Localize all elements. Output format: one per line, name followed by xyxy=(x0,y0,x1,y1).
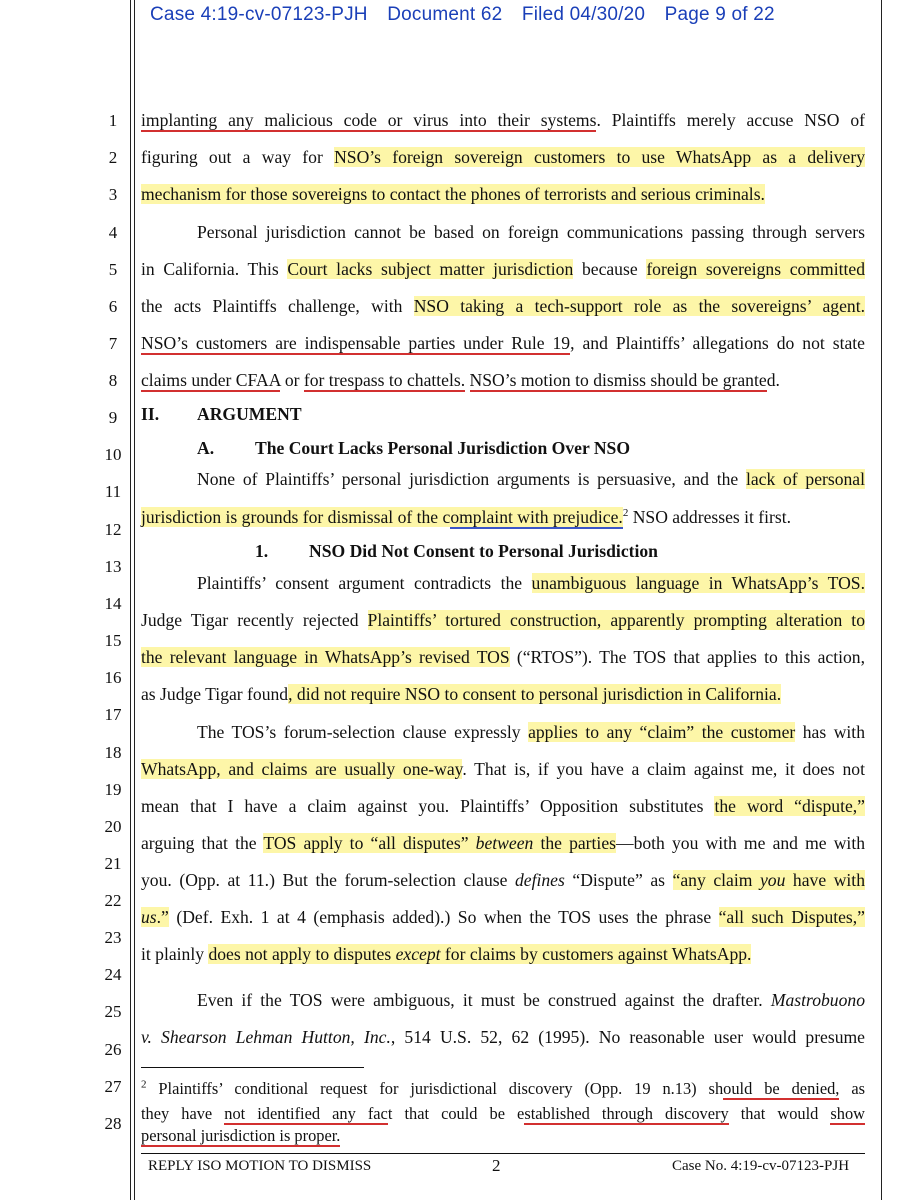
text-span: , 514 U.S. 52, 62 (1995). No reasonable user would presume xyxy=(390,1027,865,1047)
heading-number: A. xyxy=(197,438,215,458)
text-line-15 xyxy=(141,608,865,632)
underlined-text: implanting any malicious code or virus into their systems xyxy=(141,110,597,130)
text-span: arguing that the xyxy=(141,833,264,853)
line-number: 1 xyxy=(108,111,118,130)
highlighted-text: foreign sovereigns committed xyxy=(646,259,865,279)
footnote-rule xyxy=(141,1067,364,1068)
underlined-text: NSO’s customers are indispensable parties under Rule 19 xyxy=(141,333,571,353)
underlined-text: personal jurisdiction is proper. xyxy=(141,1126,341,1145)
line-number: 6 xyxy=(108,297,118,316)
footer-page-number: 2 xyxy=(492,1156,501,1175)
highlighted-text: mechanism for those sovereigns to contact the phones of terrorists and serious criminals. xyxy=(141,184,765,204)
underlined-text: claims under CFAA xyxy=(141,370,281,390)
left-margin-rule-inner xyxy=(134,0,135,1200)
highlighted-text: lack of personal xyxy=(745,469,866,489)
underlined-text: ould be denied, xyxy=(723,1079,840,1098)
text-span: (“RTOS”). The TOS that applies to this action, xyxy=(509,647,865,667)
highlighted-text: TOS apply to “all disputes” xyxy=(263,833,476,853)
line-number: 14 xyxy=(104,594,122,613)
text-line-1 xyxy=(141,108,865,132)
text-span: (Def. Exh. 1 at 4 (emphasis added).) So when the TOS uses the phrase xyxy=(168,907,719,927)
line-number: 12 xyxy=(104,520,122,539)
text-line-3 xyxy=(141,182,865,206)
highlighted-italic-text: except xyxy=(395,944,441,964)
italic-text: defines xyxy=(515,870,565,890)
text-span: that would xyxy=(728,1104,831,1123)
line-number: 28 xyxy=(104,1114,122,1133)
footnote-ref: 2 xyxy=(622,507,629,520)
text-span: . That is, if you have a claim against me, it does not xyxy=(462,759,865,779)
underlined-text: stablished through discovery xyxy=(524,1104,729,1123)
text-span: it plainly xyxy=(141,944,209,964)
text-span: Even if the TOS were ambiguous, it must be construed against the drafter. xyxy=(197,990,771,1010)
text-span: they have xyxy=(141,1104,225,1123)
highlighted-italic-text: you xyxy=(759,870,786,890)
text-span: , and Plaintiffs’ allegations do not state xyxy=(570,333,865,353)
line-number: 22 xyxy=(104,891,122,910)
highlighted-text: NSO taking a tech-support role as the sovereigns’ agent. xyxy=(413,296,865,316)
highlighted-text: for claims by customers against WhatsApp. xyxy=(440,944,752,964)
footer-title: REPLY ISO MOTION TO DISMISS xyxy=(148,1158,372,1174)
highlighted-italic-text: between xyxy=(475,833,534,853)
text-span: Plaintiffs’ consent argument contradicts the xyxy=(197,573,532,593)
line-number: 20 xyxy=(104,817,122,836)
highlighted-text: applies to any “claim” the customer xyxy=(528,722,796,742)
text-line-22 xyxy=(141,868,865,892)
line-number: 10 xyxy=(104,445,122,464)
text-line-21 xyxy=(141,831,865,855)
highlighted-text: Court lacks subject matter jurisdiction xyxy=(287,259,574,279)
highlighted-text: the word “dispute,” xyxy=(714,796,865,816)
text-line-14 xyxy=(141,571,865,595)
footnote-number: 2 xyxy=(141,1078,147,1091)
text-span: t that could be e xyxy=(387,1104,525,1123)
italic-text: Mastrobuono xyxy=(770,990,865,1010)
text-line-16 xyxy=(141,645,865,669)
text-span: figuring out a way for xyxy=(141,147,335,167)
line-number: 18 xyxy=(104,743,122,762)
underlined-text: NSO’s motion to dismiss should be grante xyxy=(469,370,767,390)
text-span: d. xyxy=(766,370,780,390)
line-number: 23 xyxy=(104,928,122,947)
line-number: 2 xyxy=(108,148,118,167)
highlighted-text: WhatsApp, and claims are usually one-way xyxy=(141,759,463,779)
text-span: mean that I have a claim against you. Plaintiffs’ Opposition substitutes xyxy=(141,796,715,816)
line-number: 13 xyxy=(104,557,122,576)
line-number: 17 xyxy=(104,705,122,724)
footnote-line-2 xyxy=(141,1104,865,1124)
text-span: as Judge Tigar found xyxy=(141,684,289,704)
text-line-23 xyxy=(141,905,865,929)
text-line-12 xyxy=(141,505,865,529)
highlighted-text: unambiguous language in WhatsApp’s TOS. xyxy=(531,573,865,593)
header-case: Case 4:19-cv-07123-PJH xyxy=(150,4,368,25)
line-number: 19 xyxy=(104,780,122,799)
line-number: 8 xyxy=(108,371,118,390)
text-span xyxy=(465,370,469,390)
italic-text: v. Shearson Lehman Hutton, Inc. xyxy=(141,1027,391,1047)
text-span: the acts Plaintiffs challenge, with xyxy=(141,296,414,316)
text-line-18 xyxy=(141,720,865,744)
left-margin-rule xyxy=(130,0,131,1200)
highlighted-text: jurisdiction is grounds for dismissal of the c xyxy=(141,507,451,527)
highlighted-text: Plaintiffs’ tortured construction, apparently prompting alteration to xyxy=(367,610,865,630)
heading-text: The Court Lacks Personal Jurisdiction Over NSO xyxy=(255,438,631,458)
section-heading-1 xyxy=(141,539,919,563)
text-span: because xyxy=(573,259,647,279)
footer-case-number: Case No. 4:19-cv-07123-PJH xyxy=(672,1158,850,1174)
highlighted-text: the parties xyxy=(533,833,616,853)
highlighted-italic-text: us xyxy=(141,907,157,927)
heading-number: 1. xyxy=(255,541,269,561)
text-line-2 xyxy=(141,145,865,169)
footer-rule xyxy=(141,1153,865,1154)
heading-number: II. xyxy=(141,404,160,424)
highlighted-text: , did not require NSO to consent to personal jurisdiction in California. xyxy=(288,684,782,704)
line-number: 24 xyxy=(104,965,122,984)
text-span: —both you with me and me with xyxy=(615,833,866,853)
text-line-17 xyxy=(141,682,865,706)
text-span: The TOS’s forum-selection clause expressly xyxy=(197,722,529,742)
underlined-text: for trespass to chattels. xyxy=(303,370,466,390)
ecf-header xyxy=(150,4,789,26)
highlighted-text: does not apply to disputes xyxy=(208,944,396,964)
line-number: 5 xyxy=(108,260,118,279)
text-span: “Dispute” as xyxy=(564,870,673,890)
right-margin-rule xyxy=(881,0,882,1200)
highlighted-text: NSO’s foreign sovereign customers to use WhatsApp as a delivery xyxy=(334,147,866,167)
text-line-20 xyxy=(141,794,865,818)
highlighted-text: the relevant language in WhatsApp’s revised TOS xyxy=(141,647,510,667)
text-line-26 xyxy=(141,1025,865,1049)
line-number: 25 xyxy=(104,1002,122,1021)
heading-text: NSO Did Not Consent to Personal Jurisdiction xyxy=(309,541,658,561)
text-span: as xyxy=(839,1079,865,1098)
line-number: 27 xyxy=(104,1077,122,1096)
line-number: 21 xyxy=(104,854,122,873)
line-number: 4 xyxy=(108,223,118,242)
heading-text: ARGUMENT xyxy=(197,404,302,424)
text-span: None of Plaintiffs’ personal jurisdiction arguments is persuasive, and the xyxy=(197,469,746,489)
text-line-11 xyxy=(141,467,865,491)
header-filed: Filed 04/30/20 xyxy=(521,4,646,25)
text-line-6 xyxy=(141,294,865,318)
text-span: Plaintiffs’ conditional request for jurisdictional discovery (Opp. 19 n.13) sh xyxy=(146,1079,724,1098)
text-line-25 xyxy=(141,988,865,1012)
text-span: Personal jurisdiction cannot be based on foreign communications passing through servers xyxy=(197,222,865,242)
highlighted-text: “all such Disputes,” xyxy=(718,907,865,927)
text-span: NSO addresses it first. xyxy=(628,507,792,527)
highlighted-text: “any claim xyxy=(672,870,760,890)
text-span: you. (Opp. at 11.) But the forum-selection clause xyxy=(141,870,515,890)
underlined-text: not identified any fac xyxy=(224,1104,388,1123)
line-number: 16 xyxy=(104,668,122,687)
section-heading-a xyxy=(141,436,919,460)
underlined-highlighted-text: omplaint with prejudice. xyxy=(450,507,623,527)
text-line-19 xyxy=(141,757,865,781)
header-page: Page 9 of 22 xyxy=(664,4,775,25)
line-number: 3 xyxy=(108,185,118,204)
line-number: 26 xyxy=(104,1040,122,1059)
header-document: Document 62 xyxy=(387,4,503,25)
line-number: 7 xyxy=(108,334,118,353)
text-span: Judge Tigar recently rejected xyxy=(141,610,368,630)
section-heading-ii xyxy=(141,402,865,426)
text-line-24 xyxy=(141,942,865,966)
highlighted-text: have with xyxy=(785,870,865,890)
footnote-line-1 xyxy=(141,1079,865,1099)
line-number: 11 xyxy=(104,482,122,501)
text-line-8 xyxy=(141,368,865,392)
underlined-text: show xyxy=(830,1104,865,1123)
line-number: 15 xyxy=(104,631,122,650)
text-line-7 xyxy=(141,331,865,355)
line-number: 9 xyxy=(108,408,118,427)
text-span: in California. This xyxy=(141,259,288,279)
text-span: . Plaintiffs merely accuse NSO of xyxy=(596,110,865,130)
text-line-4 xyxy=(141,220,865,244)
footnote-line-3 xyxy=(141,1126,865,1146)
text-span: has with xyxy=(795,722,865,742)
highlighted-text: .” xyxy=(156,907,169,927)
text-span: or xyxy=(280,370,304,390)
text-line-5 xyxy=(141,257,865,281)
